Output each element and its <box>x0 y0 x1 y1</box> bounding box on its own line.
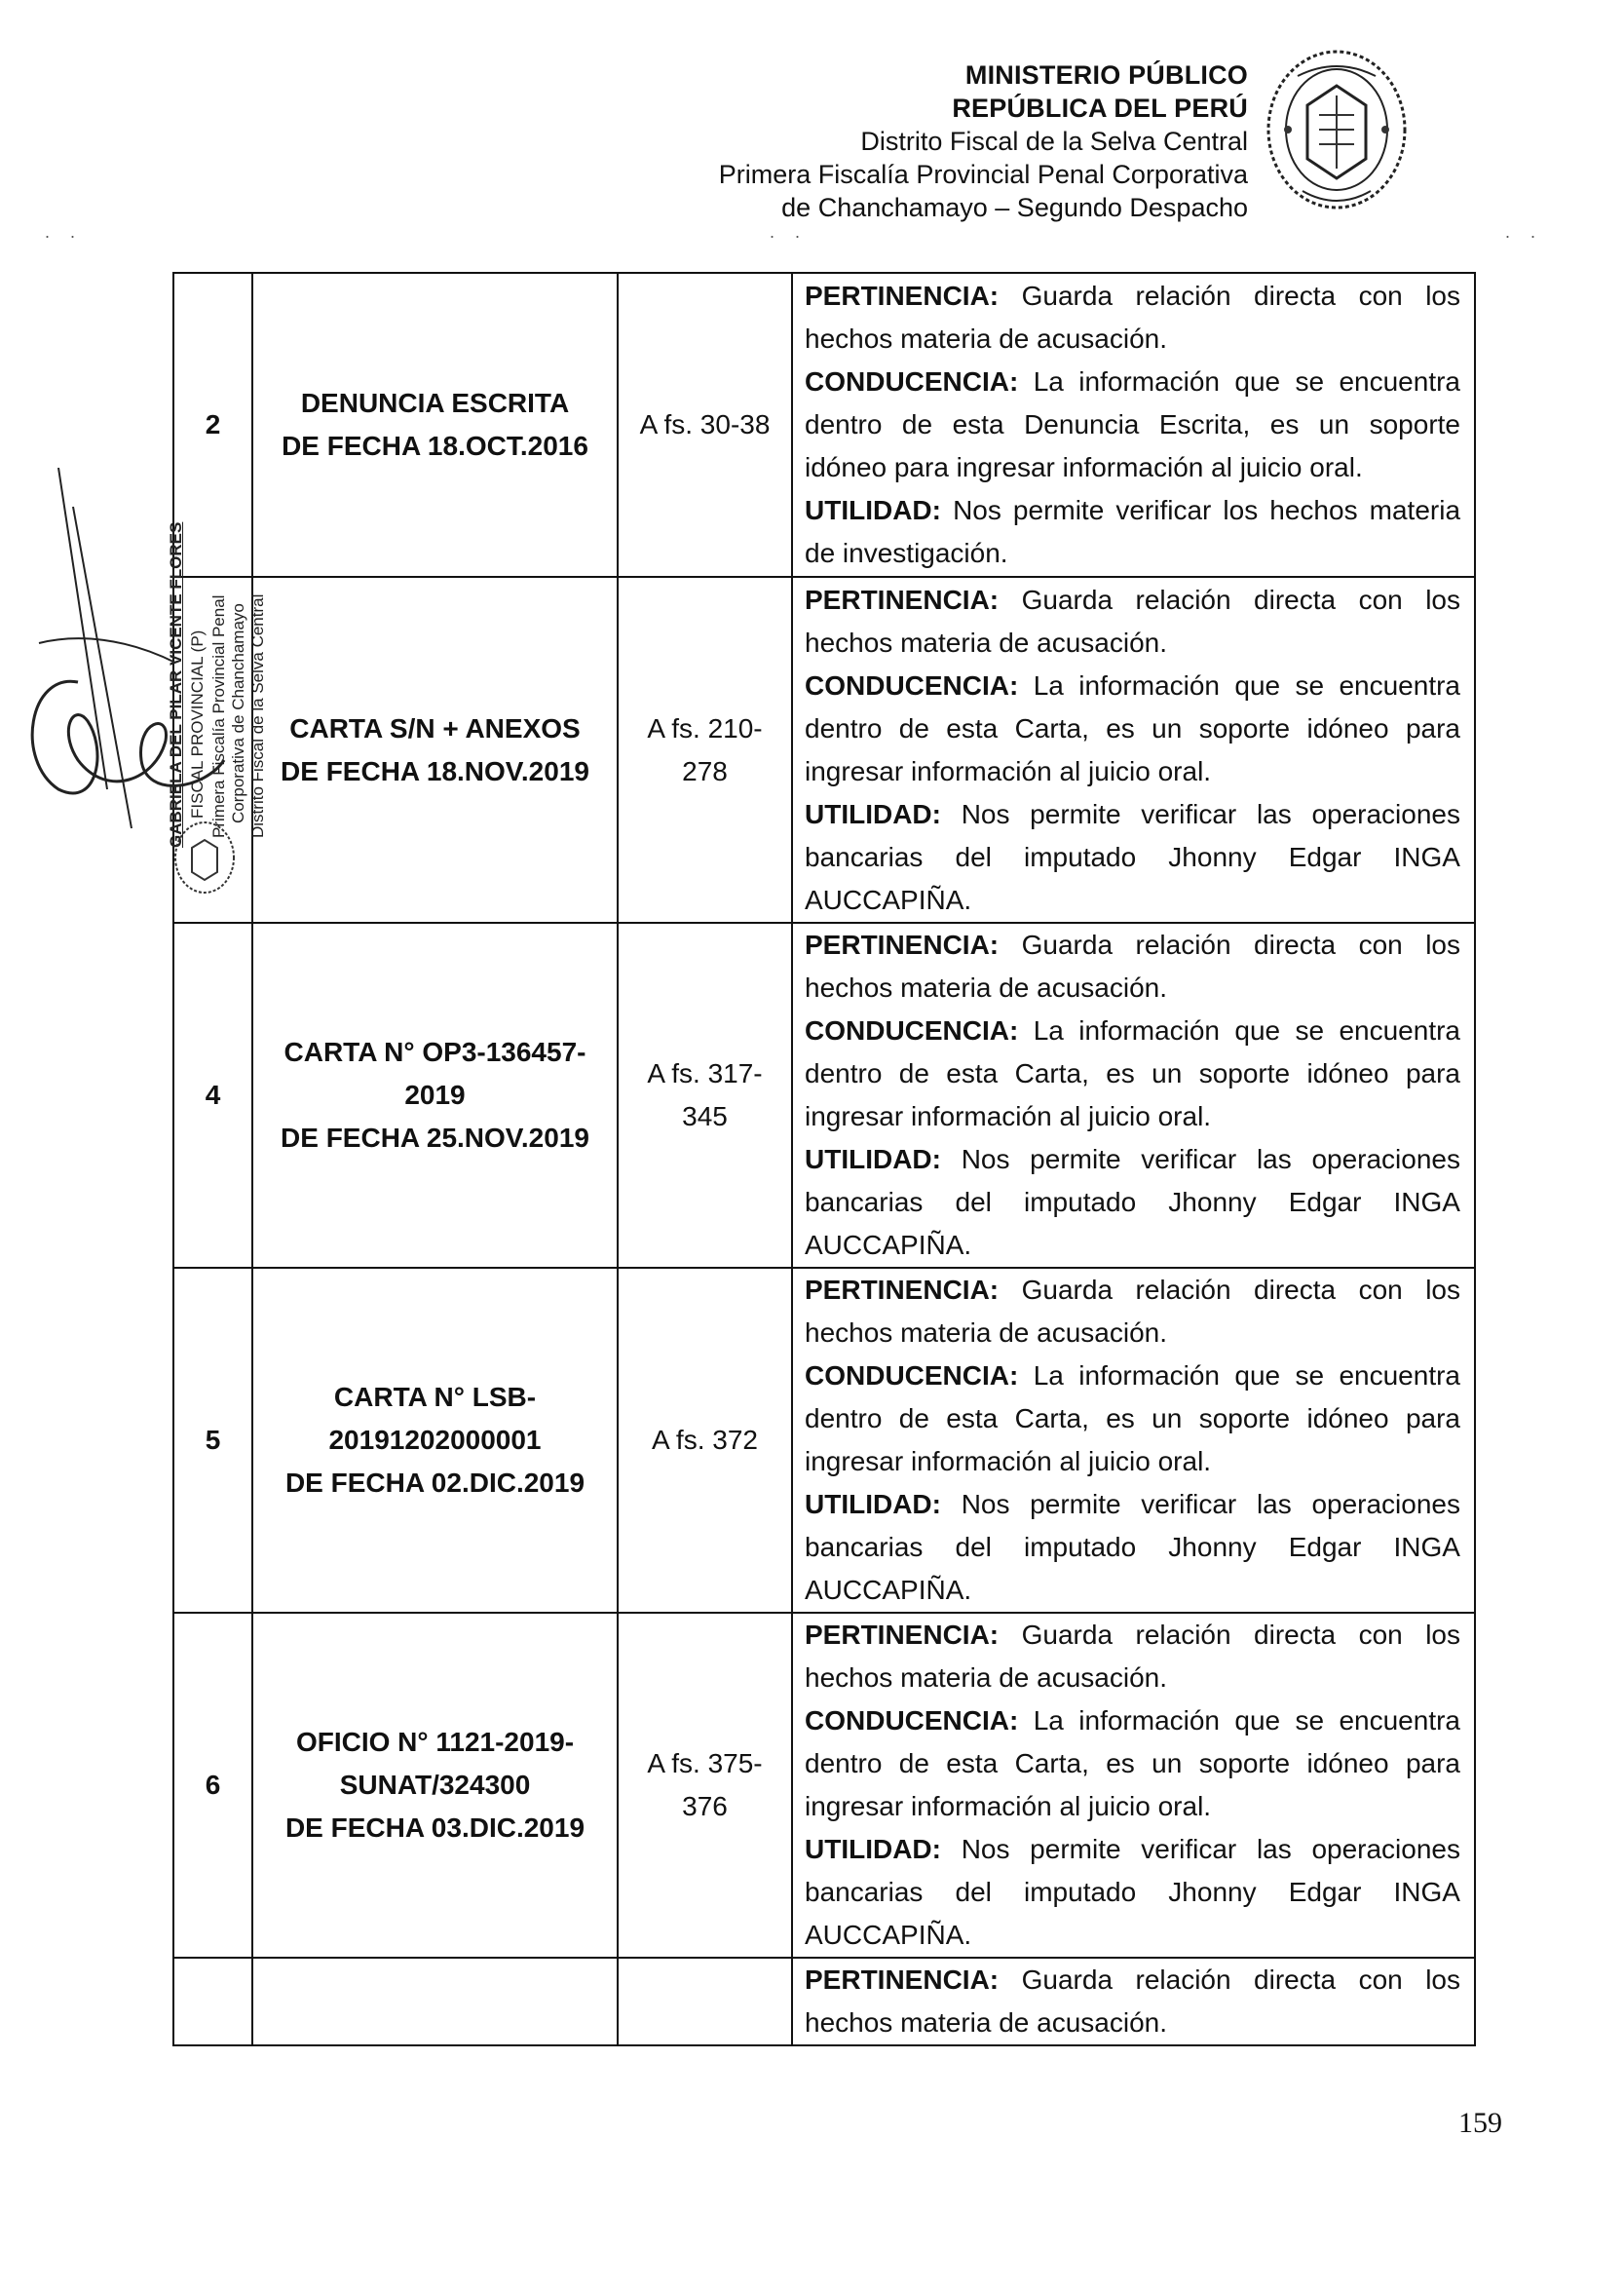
evidence-table <box>172 272 1476 2046</box>
header-office-dispatch: de Chanchamayo – Segundo Despacho <box>781 193 1248 222</box>
folio-reference <box>618 1958 792 2045</box>
stamp-office-line2: Corporativa de Chanchamayo <box>229 603 247 823</box>
row-number: 5 <box>173 1268 252 1613</box>
folio-reference: A fs. 375- 376 <box>618 1613 792 1958</box>
table-row <box>173 1958 1475 2045</box>
folio-reference: A fs. 210- 278 <box>618 577 792 923</box>
header-district: Distrito Fiscal de la Selva Central <box>860 127 1248 156</box>
header-office: Primera Fiscalía Provincial Penal Corporativa <box>718 160 1248 189</box>
folio-reference: A fs. 317- 345 <box>618 923 792 1268</box>
evidence-description: PERTINENCIA: Guarda relación directa con los hechos materia de acusación. CONDUCENCIA: La información que se encuentra dentro de esta Denuncia Escrita, es un soporte idóneo para ingresar información al juicio oral. UTILIDAD: Nos permite verificar los hechos materia de investigación. <box>792 273 1475 577</box>
document-name: CARTA N° OP3-136457- 2019 DE FECHA 25.NOV.2019 <box>252 923 618 1268</box>
document-name: CARTA N° LSB- 20191202000001 DE FECHA 02.DIC.2019 <box>252 1268 618 1613</box>
folio-reference: A fs. 372 <box>618 1268 792 1613</box>
row-number: 6 <box>173 1613 252 1958</box>
document-name <box>252 1958 618 2045</box>
evidence-description: PERTINENCIA: Guarda relación directa con los hechos materia de acusación. CONDUCENCIA: La información que se encuentra dentro de esta Carta, es un soporte idóneo para ingresar información al juicio oral. UTILIDAD: Nos permite verificar las operaciones bancarias del imputado Jhonny Edgar INGA AUCCAPIÑA. <box>792 923 1475 1268</box>
stamp-seal-icon <box>170 819 239 897</box>
evidence-description: PERTINENCIA: Guarda relación directa con los hechos materia de acusación. CONDUCENCIA: La información que se encuentra dentro de esta Carta, es un soporte idóneo para ingresar información al juicio oral. UTILIDAD: Nos permite verificar las operaciones bancarias del imputado Jhonny Edgar INGA AUCCAPIÑA. <box>792 1613 1475 1958</box>
header-country: REPÚBLICA DEL PERÚ <box>952 94 1248 123</box>
table-row <box>173 1613 1475 1958</box>
ministerio-publico-seal-icon <box>1259 37 1415 222</box>
page-header <box>719 58 1248 224</box>
page-number: 159 <box>1458 2107 1502 2139</box>
evidence-description: PERTINENCIA: Guarda relación directa con los hechos materia de acusación. <box>792 1958 1475 2045</box>
stamp-role: FISCAL PROVINCIAL (P) <box>188 629 207 819</box>
prosecutor-stamp <box>132 521 278 897</box>
stamp-name: GABRIELA DEL PILAR VICENTE FLORES <box>167 521 185 848</box>
row-number: 4 <box>173 923 252 1268</box>
document-name: DENUNCIA ESCRITA DE FECHA 18.OCT.2016 <box>252 273 618 577</box>
table-row <box>173 923 1475 1268</box>
table-row <box>173 577 1475 923</box>
document-name: CARTA S/N + ANEXOS DE FECHA 18.NOV.2019 <box>252 577 618 923</box>
stamp-office-line1: Primera Fiscalía Provincial Penal <box>209 594 228 838</box>
evidence-description: PERTINENCIA: Guarda relación directa con los hechos materia de acusación. CONDUCENCIA: La información que se encuentra dentro de esta Carta, es un soporte idóneo para ingresar información al juicio oral. UTILIDAD: Nos permite verificar las operaciones bancarias del imputado Jhonny Edgar INGA AUCCAPIÑA. <box>792 1268 1475 1613</box>
row-number <box>173 1958 252 2045</box>
document-name: OFICIO N° 1121-2019- SUNAT/324300 DE FECHA 03.DIC.2019 <box>252 1613 618 1958</box>
table-row <box>173 273 1475 577</box>
evidence-description: PERTINENCIA: Guarda relación directa con los hechos materia de acusación. CONDUCENCIA: La información que se encuentra dentro de esta Carta, es un soporte idóneo para ingresar información al juicio oral. UTILIDAD: Nos permite verificar las operaciones bancarias del imputado Jhonny Edgar INGA AUCCAPIÑA. <box>792 577 1475 923</box>
folio-reference: A fs. 30-38 <box>618 273 792 577</box>
header-ministry: MINISTERIO PÚBLICO <box>964 60 1248 90</box>
row-number: 2 <box>173 273 252 577</box>
stamp-office-line3: Distrito Fiscal de la Selva Central <box>248 593 267 838</box>
table-row <box>173 1268 1475 1613</box>
